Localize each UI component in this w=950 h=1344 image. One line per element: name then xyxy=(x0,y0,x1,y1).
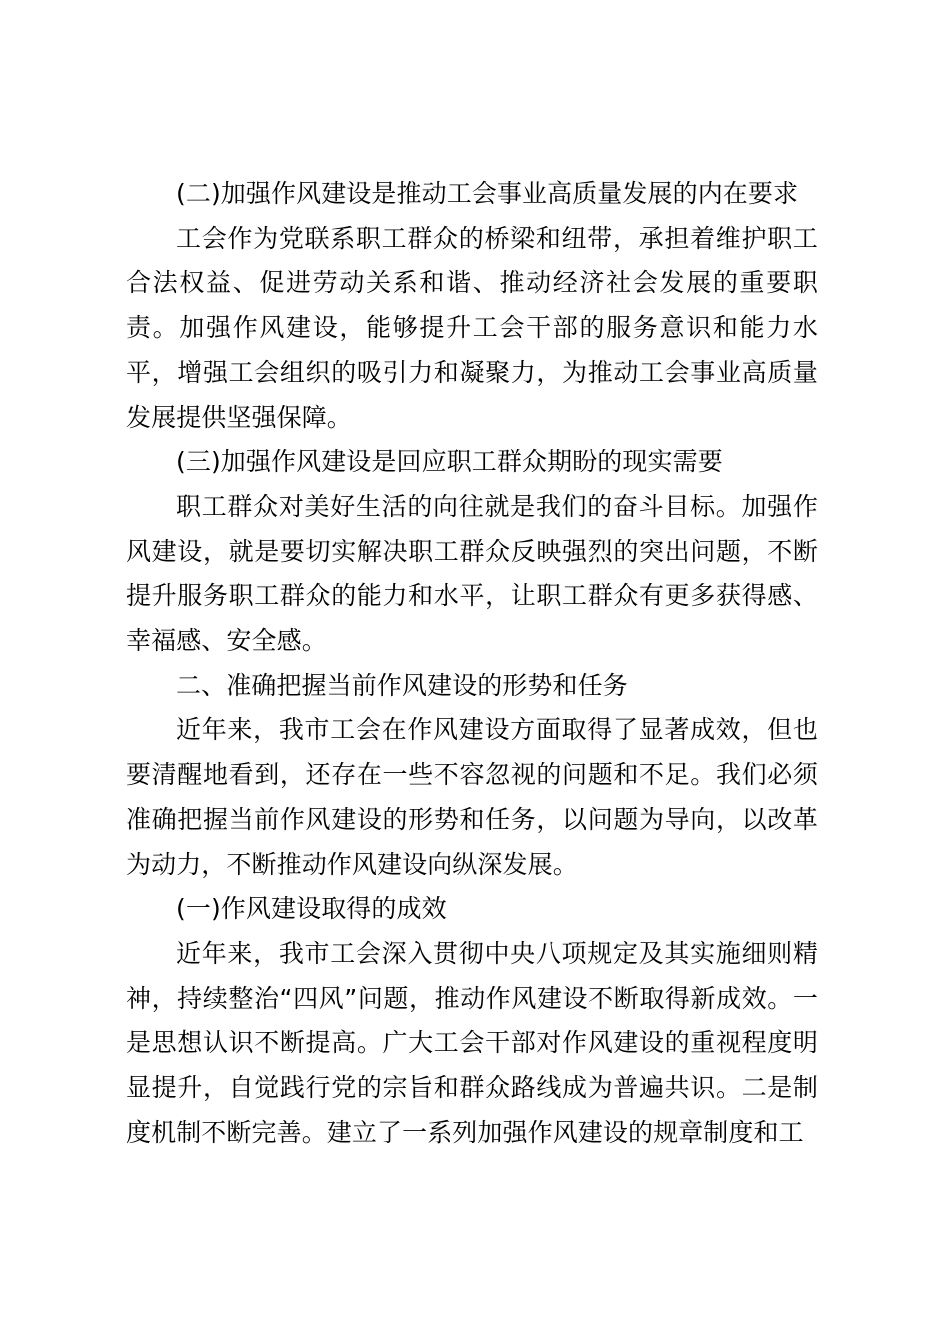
body-paragraph: 工会作为党联系职工群众的桥梁和纽带，承担着维护职工合法权益、促进劳动关系和谐、推动经济社会发展的重要职责。加强作风建设，能够提升工会干部的服务意识和能力水平，增强工会组织的吸引力和凝聚力，为推动工会事业高质量发展提供坚强保障。 xyxy=(126,223,818,432)
section-heading-2: (二)加强作风建设是推动工会事业高质量发展的内在要求 xyxy=(176,179,799,208)
section-heading-3: (三)加强作风建设是回应职工群众期盼的现实需要 xyxy=(176,447,723,477)
document-body xyxy=(126,172,818,1155)
chapter-heading-2: 二、准确把握当前作风建设的形势和任务 xyxy=(176,670,628,700)
body-paragraph: 职工群众对美好生活的向往就是我们的奋斗目标。加强作风建设，就是要切实解决职工群众反映强烈的突出问题，不断提升服务职工群众的能力和水平，让职工群众有更多获得感、幸福感、安全感。 xyxy=(126,491,818,656)
section-heading-1: (一)作风建设取得的成效 xyxy=(176,894,447,924)
body-paragraph: 近年来，我市工会深入贯彻中央八项规定及其实施细则精神，持续整治“四风”问题，推动作风建设不断取得新成效。一是思想认识不断提高。广大工会干部对作风建设的重视程度明显提升，自觉践行党的宗旨和群众路线成为普遍共识。二是制度机制不断完善。建立了一系列加强作风建设的规章制度和工 xyxy=(126,938,818,1147)
body-paragraph: 近年来，我市工会在作风建设方面取得了显著成效，但也要清醒地看到，还存在一些不容忽视的问题和不足。我们必须准确把握当前作风建设的形势和任务，以问题为导向，以改革为动力，不断推动作风建设向纵深发展。 xyxy=(126,715,818,879)
